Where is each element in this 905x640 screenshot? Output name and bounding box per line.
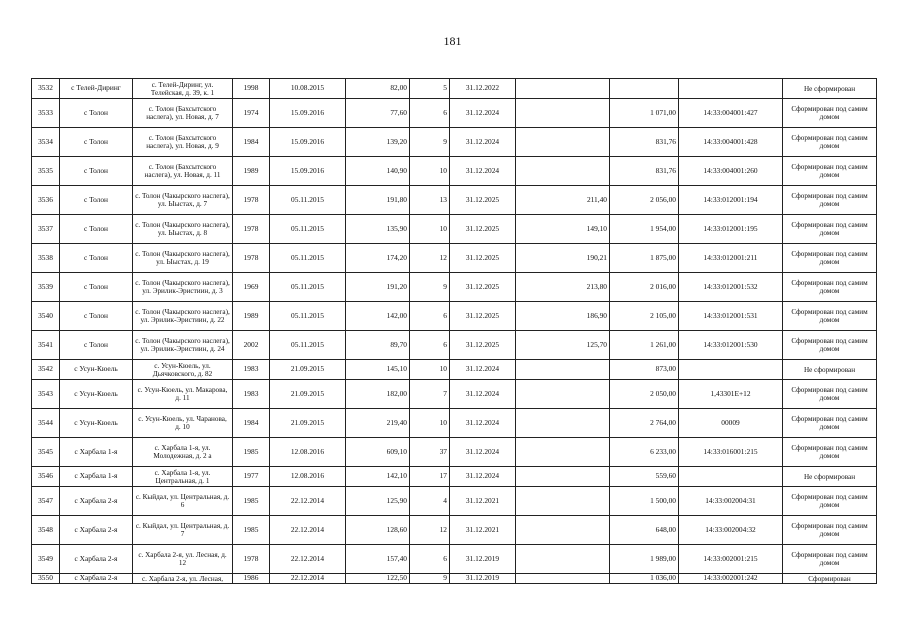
- date-cell: 05.11.2015: [270, 331, 346, 360]
- value2-cell: 831,76: [610, 157, 679, 186]
- count-cell: 5: [410, 79, 450, 99]
- year-cell: 1984: [233, 128, 270, 157]
- area-cell: 139,20: [346, 128, 410, 157]
- area-cell: 142,10: [346, 467, 410, 487]
- deadline-cell: 31.12.2021: [450, 487, 516, 516]
- address-cell: с. Толон (Чакырского наслега), ул. Эрилик-Эристиин, д. 22: [133, 302, 233, 331]
- id-cell: 3543: [32, 380, 60, 409]
- deadline-cell: 31.12.2024: [450, 380, 516, 409]
- area-cell: 77,60: [346, 99, 410, 128]
- settlement-cell: с Толон: [60, 157, 133, 186]
- status-cell: Сформирован под самим домом: [783, 215, 877, 244]
- address-cell: с. Толон (Бахсытского наслега), ул. Новая, д. 9: [133, 128, 233, 157]
- count-cell: 10: [410, 157, 450, 186]
- year-cell: 1978: [233, 545, 270, 574]
- table-row: [32, 244, 877, 273]
- date-cell: 22.12.2014: [270, 487, 346, 516]
- area-cell: 145,10: [346, 360, 410, 380]
- id-cell: 3532: [32, 79, 60, 99]
- address-cell: с. Кыйдал, ул. Центральная, д. 6: [133, 487, 233, 516]
- cadastral-cell: 14:33:004001:428: [679, 128, 783, 157]
- area-cell: 219,40: [346, 409, 410, 438]
- value2-cell: 1 875,00: [610, 244, 679, 273]
- settlement-cell: с Харбала 2-я: [60, 574, 133, 584]
- table-row: [32, 302, 877, 331]
- status-cell: Сформирован под самим домом: [783, 99, 877, 128]
- id-cell: 3539: [32, 273, 60, 302]
- address-cell: с. Телей-Диринг, ул. Телейская, д. 39, к. 1: [133, 79, 233, 99]
- settlement-cell: с Толон: [60, 273, 133, 302]
- table-row: [32, 79, 877, 99]
- settlement-cell: с Харбала 2-я: [60, 516, 133, 545]
- deadline-cell: 31.12.2025: [450, 186, 516, 215]
- cadastral-cell: 14:33:004001:260: [679, 157, 783, 186]
- area-cell: 182,00: [346, 380, 410, 409]
- deadline-cell: 31.12.2019: [450, 545, 516, 574]
- deadline-cell: 31.12.2025: [450, 215, 516, 244]
- id-cell: 3537: [32, 215, 60, 244]
- value1-cell: 125,70: [516, 331, 610, 360]
- value2-cell: 648,00: [610, 516, 679, 545]
- deadline-cell: 31.12.2024: [450, 128, 516, 157]
- table-row: [32, 467, 877, 487]
- count-cell: 17: [410, 467, 450, 487]
- count-cell: 10: [410, 409, 450, 438]
- cadastral-cell: 14:33:002004:32: [679, 516, 783, 545]
- value2-cell: 1 500,00: [610, 487, 679, 516]
- address-cell: с. Усун-Кюель, ул. Макарова, д. 11: [133, 380, 233, 409]
- id-cell: 3538: [32, 244, 60, 273]
- table-row: [32, 438, 877, 467]
- status-cell: Сформирован под самим домом: [783, 487, 877, 516]
- address-cell: с. Толон (Чакырского наслега), ул. Ыыстах, д. 19: [133, 244, 233, 273]
- date-cell: 15.09.2016: [270, 157, 346, 186]
- settlement-cell: с Толон: [60, 186, 133, 215]
- settlement-cell: с Харбала 2-я: [60, 545, 133, 574]
- cadastral-cell: [679, 467, 783, 487]
- cadastral-cell: 14:33:012001:530: [679, 331, 783, 360]
- cadastral-cell: 14:33:012001:194: [679, 186, 783, 215]
- area-cell: 122,50: [346, 574, 410, 584]
- status-cell: Сформирован под самим домом: [783, 157, 877, 186]
- address-cell: с. Толон (Чакырского наслега), ул. Эрилик-Эристиин, д. 3: [133, 273, 233, 302]
- count-cell: 9: [410, 273, 450, 302]
- count-cell: 6: [410, 331, 450, 360]
- id-cell: 3535: [32, 157, 60, 186]
- area-cell: 174,20: [346, 244, 410, 273]
- count-cell: 10: [410, 360, 450, 380]
- year-cell: 1978: [233, 186, 270, 215]
- status-cell: Не сформирован: [783, 467, 877, 487]
- settlement-cell: с Харбала 1-я: [60, 438, 133, 467]
- count-cell: 9: [410, 128, 450, 157]
- year-cell: 1989: [233, 157, 270, 186]
- cadastral-cell: 14:33:012001:195: [679, 215, 783, 244]
- deadline-cell: 31.12.2019: [450, 574, 516, 584]
- year-cell: 1983: [233, 360, 270, 380]
- count-cell: 6: [410, 302, 450, 331]
- year-cell: 1989: [233, 302, 270, 331]
- value2-cell: 2 016,00: [610, 273, 679, 302]
- address-cell: с. Харбала 1-я, ул. Молодежная, д. 2 а: [133, 438, 233, 467]
- count-cell: 4: [410, 487, 450, 516]
- area-cell: 609,10: [346, 438, 410, 467]
- value2-cell: 559,60: [610, 467, 679, 487]
- table-row: [32, 545, 877, 574]
- area-cell: 82,00: [346, 79, 410, 99]
- value1-cell: 190,21: [516, 244, 610, 273]
- value2-cell: 6 233,00: [610, 438, 679, 467]
- value1-cell: [516, 380, 610, 409]
- date-cell: 12.08.2016: [270, 467, 346, 487]
- deadline-cell: 31.12.2021: [450, 516, 516, 545]
- year-cell: 1985: [233, 487, 270, 516]
- area-cell: 191,20: [346, 273, 410, 302]
- status-cell: Не сформирован: [783, 360, 877, 380]
- date-cell: 21.09.2015: [270, 360, 346, 380]
- status-cell: Сформирован под самим домом: [783, 545, 877, 574]
- value2-cell: 1 071,00: [610, 99, 679, 128]
- settlement-cell: с Усун-Кюель: [60, 360, 133, 380]
- deadline-cell: 31.12.2025: [450, 244, 516, 273]
- deadline-cell: 31.12.2024: [450, 360, 516, 380]
- deadline-cell: 31.12.2024: [450, 99, 516, 128]
- year-cell: 1977: [233, 467, 270, 487]
- date-cell: 15.09.2016: [270, 99, 346, 128]
- cadastral-cell: 00009: [679, 409, 783, 438]
- settlement-cell: с Харбала 2-я: [60, 487, 133, 516]
- address-cell: с. Усун-Кюель, ул. Чаранова, д. 10: [133, 409, 233, 438]
- id-cell: 3534: [32, 128, 60, 157]
- status-cell: Сформирован под самим домом: [783, 331, 877, 360]
- table-row: [32, 331, 877, 360]
- value2-cell: 2 764,00: [610, 409, 679, 438]
- value2-cell: 873,00: [610, 360, 679, 380]
- value2-cell: 2 056,00: [610, 186, 679, 215]
- settlement-cell: с Толон: [60, 215, 133, 244]
- status-cell: Сформирован под самим домом: [783, 438, 877, 467]
- deadline-cell: 31.12.2025: [450, 331, 516, 360]
- address-cell: с. Толон (Чакырского наслега), ул. Ыыстах, д. 8: [133, 215, 233, 244]
- id-cell: 3545: [32, 438, 60, 467]
- settlement-cell: с Толон: [60, 99, 133, 128]
- cadastral-cell: 14:33:004001:427: [679, 99, 783, 128]
- value1-cell: 213,80: [516, 273, 610, 302]
- settlement-cell: с Харбала 1-я: [60, 467, 133, 487]
- value2-cell: 2 050,00: [610, 380, 679, 409]
- table-row: [32, 380, 877, 409]
- date-cell: 21.09.2015: [270, 409, 346, 438]
- value1-cell: 149,10: [516, 215, 610, 244]
- date-cell: 22.12.2014: [270, 545, 346, 574]
- id-cell: 3548: [32, 516, 60, 545]
- year-cell: 1986: [233, 574, 270, 584]
- year-cell: 1985: [233, 438, 270, 467]
- settlement-cell: с Толон: [60, 302, 133, 331]
- year-cell: 1978: [233, 215, 270, 244]
- value1-cell: [516, 79, 610, 99]
- cadastral-cell: [679, 360, 783, 380]
- date-cell: 05.11.2015: [270, 186, 346, 215]
- cadastral-cell: 14:33:002001:215: [679, 545, 783, 574]
- area-cell: 135,90: [346, 215, 410, 244]
- area-cell: 157,40: [346, 545, 410, 574]
- date-cell: 22.12.2014: [270, 516, 346, 545]
- value1-cell: [516, 487, 610, 516]
- table-row: [32, 273, 877, 302]
- value1-cell: [516, 128, 610, 157]
- cadastral-cell: 1,43301E+12: [679, 380, 783, 409]
- value1-cell: [516, 99, 610, 128]
- area-cell: 142,00: [346, 302, 410, 331]
- table-row: [32, 574, 877, 584]
- cadastral-cell: 14:33:016001:215: [679, 438, 783, 467]
- id-cell: 3550: [32, 574, 60, 584]
- address-cell: с. Толон (Чакырского наслега), ул. Ыыстах, д. 7: [133, 186, 233, 215]
- id-cell: 3546: [32, 467, 60, 487]
- address-cell: с. Харбала 2-я, ул. Лесная,: [133, 574, 233, 584]
- table-row: [32, 186, 877, 215]
- table-row: [32, 99, 877, 128]
- date-cell: 05.11.2015: [270, 215, 346, 244]
- value2-cell: 831,76: [610, 128, 679, 157]
- value2-cell: 1 989,00: [610, 545, 679, 574]
- value1-cell: 211,40: [516, 186, 610, 215]
- deadline-cell: 31.12.2022: [450, 79, 516, 99]
- area-cell: 89,70: [346, 331, 410, 360]
- status-cell: Сформирован под самим домом: [783, 409, 877, 438]
- value1-cell: 186,90: [516, 302, 610, 331]
- page-number: 181: [443, 34, 462, 48]
- deadline-cell: 31.12.2025: [450, 302, 516, 331]
- date-cell: 22.12.2014: [270, 574, 346, 584]
- year-cell: 1974: [233, 99, 270, 128]
- status-cell: Сформирован: [783, 574, 877, 584]
- count-cell: 7: [410, 380, 450, 409]
- settlement-cell: с Телей-Диринг: [60, 79, 133, 99]
- year-cell: 1969: [233, 273, 270, 302]
- year-cell: 1978: [233, 244, 270, 273]
- count-cell: 6: [410, 545, 450, 574]
- date-cell: 21.09.2015: [270, 380, 346, 409]
- address-cell: с. Кыйдал, ул. Центральная, д. 7: [133, 516, 233, 545]
- status-cell: Сформирован под самим домом: [783, 380, 877, 409]
- value2-cell: 1 036,00: [610, 574, 679, 584]
- year-cell: 2002: [233, 331, 270, 360]
- address-cell: с. Толон (Бахсытского наслега), ул. Новая, д. 7: [133, 99, 233, 128]
- id-cell: 3540: [32, 302, 60, 331]
- count-cell: 12: [410, 516, 450, 545]
- id-cell: 3536: [32, 186, 60, 215]
- table-row: [32, 360, 877, 380]
- address-cell: с. Харбала 1-я, ул. Центральная, д. 1: [133, 467, 233, 487]
- value1-cell: [516, 545, 610, 574]
- address-cell: с. Толон (Бахсытского наслега), ул. Новая, д. 11: [133, 157, 233, 186]
- table-row: [32, 516, 877, 545]
- year-cell: 1985: [233, 516, 270, 545]
- count-cell: 10: [410, 215, 450, 244]
- id-cell: 3547: [32, 487, 60, 516]
- status-cell: Сформирован под самим домом: [783, 516, 877, 545]
- table-row: [32, 487, 877, 516]
- cadastral-cell: 14:33:002004:31: [679, 487, 783, 516]
- year-cell: 1983: [233, 380, 270, 409]
- table-row: [32, 409, 877, 438]
- value2-cell: 1 261,00: [610, 331, 679, 360]
- count-cell: 12: [410, 244, 450, 273]
- cadastral-cell: 14:33:012001:532: [679, 273, 783, 302]
- date-cell: 12.08.2016: [270, 438, 346, 467]
- status-cell: Сформирован под самим домом: [783, 244, 877, 273]
- id-cell: 3533: [32, 99, 60, 128]
- deadline-cell: 31.12.2024: [450, 409, 516, 438]
- housing-table: [31, 78, 877, 584]
- deadline-cell: 31.12.2024: [450, 157, 516, 186]
- value2-cell: 1 954,00: [610, 215, 679, 244]
- value1-cell: [516, 360, 610, 380]
- count-cell: 37: [410, 438, 450, 467]
- value2-cell: 2 105,00: [610, 302, 679, 331]
- value1-cell: [516, 516, 610, 545]
- cadastral-cell: [679, 79, 783, 99]
- count-cell: 6: [410, 99, 450, 128]
- settlement-cell: с Толон: [60, 244, 133, 273]
- id-cell: 3541: [32, 331, 60, 360]
- value1-cell: [516, 438, 610, 467]
- address-cell: с. Усун-Кюель, ул. Дьячковского, д. 82: [133, 360, 233, 380]
- status-cell: Сформирован под самим домом: [783, 273, 877, 302]
- table-row: [32, 128, 877, 157]
- settlement-cell: с Усун-Кюель: [60, 380, 133, 409]
- count-cell: 9: [410, 574, 450, 584]
- value2-cell: [610, 79, 679, 99]
- cadastral-cell: 14:33:012001:531: [679, 302, 783, 331]
- date-cell: 05.11.2015: [270, 302, 346, 331]
- table-row: [32, 215, 877, 244]
- id-cell: 3549: [32, 545, 60, 574]
- year-cell: 1998: [233, 79, 270, 99]
- id-cell: 3542: [32, 360, 60, 380]
- table-row: [32, 157, 877, 186]
- address-cell: с. Толон (Чакырского наслега), ул. Эрилик-Эристиин, д. 24: [133, 331, 233, 360]
- deadline-cell: 31.12.2024: [450, 467, 516, 487]
- date-cell: 10.08.2015: [270, 79, 346, 99]
- value1-cell: [516, 467, 610, 487]
- count-cell: 13: [410, 186, 450, 215]
- address-cell: с. Харбала 2-я, ул. Лесная, д. 12: [133, 545, 233, 574]
- area-cell: 128,60: [346, 516, 410, 545]
- value1-cell: [516, 157, 610, 186]
- status-cell: Сформирован под самим домом: [783, 302, 877, 331]
- year-cell: 1984: [233, 409, 270, 438]
- settlement-cell: с Усун-Кюель: [60, 409, 133, 438]
- area-cell: 191,80: [346, 186, 410, 215]
- settlement-cell: с Толон: [60, 331, 133, 360]
- date-cell: 15.09.2016: [270, 128, 346, 157]
- deadline-cell: 31.12.2024: [450, 438, 516, 467]
- cadastral-cell: 14:33:002001:242: [679, 574, 783, 584]
- status-cell: Сформирован под самим домом: [783, 128, 877, 157]
- status-cell: Не сформирован: [783, 79, 877, 99]
- cadastral-cell: 14:33:012001:211: [679, 244, 783, 273]
- date-cell: 05.11.2015: [270, 244, 346, 273]
- status-cell: Сформирован под самим домом: [783, 186, 877, 215]
- deadline-cell: 31.12.2025: [450, 273, 516, 302]
- id-cell: 3544: [32, 409, 60, 438]
- value1-cell: [516, 574, 610, 584]
- area-cell: 140,90: [346, 157, 410, 186]
- settlement-cell: с Толон: [60, 128, 133, 157]
- area-cell: 125,90: [346, 487, 410, 516]
- value1-cell: [516, 409, 610, 438]
- date-cell: 05.11.2015: [270, 273, 346, 302]
